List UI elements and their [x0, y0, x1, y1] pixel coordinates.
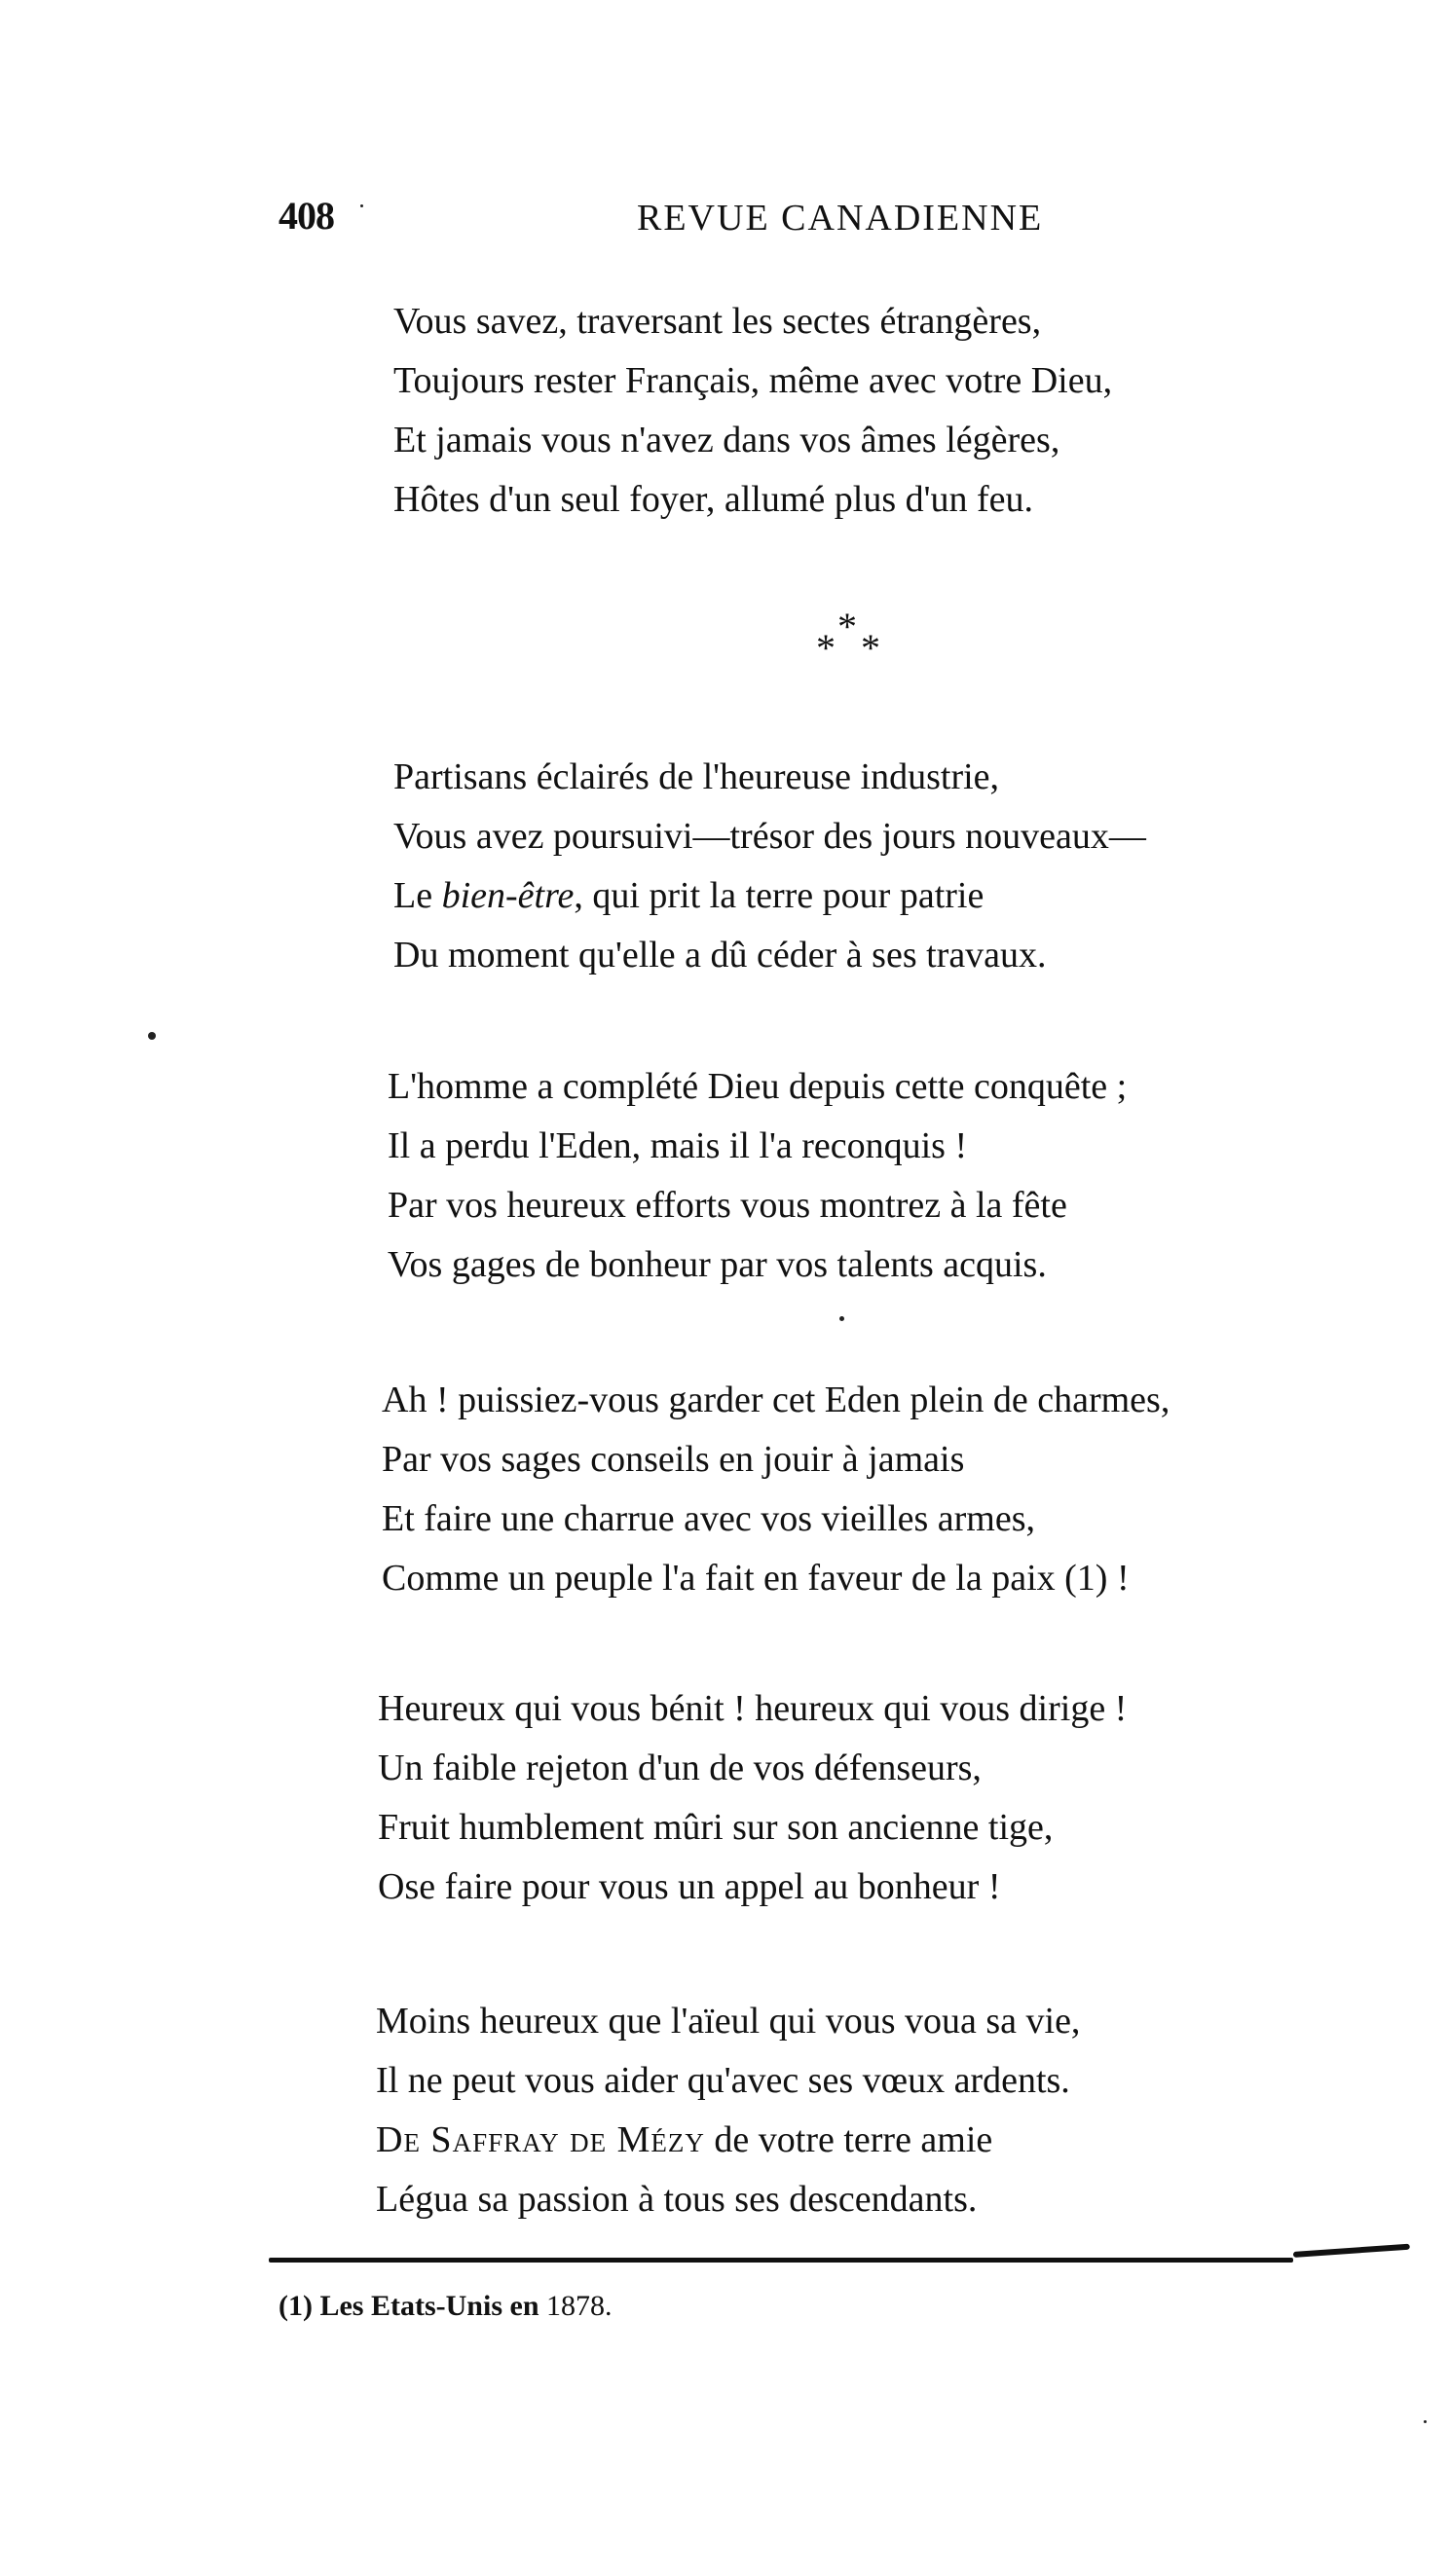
verse-line: Hôtes d'un seul foyer, allumé plus d'un feu. [393, 479, 1033, 520]
verse-line: Heureux qui vous bénit ! heureux qui vous dirige ! [378, 1688, 1128, 1729]
stanza-5 [378, 1679, 1127, 1917]
verse-line: Et jamais vous n'avez dans vos âmes légères, [393, 420, 1060, 460]
verse-line: Par vos sages conseils en jouir à jamais [382, 1439, 965, 1480]
verse-line: Du moment qu'elle a dû céder à ses travaux. [393, 935, 1047, 975]
asterisk: * [816, 626, 836, 670]
verse-line: L'homme a complété Dieu depuis cette conquête ; [388, 1066, 1128, 1107]
verse-line: Il a perdu l'Eden, mais il l'a reconquis ! [388, 1125, 968, 1166]
verse-fragment: , qui prit la terre pour patrie [574, 875, 985, 916]
footnote-marker: (1) [279, 2290, 313, 2322]
verse-line [376, 2111, 1080, 2170]
footnote [279, 2290, 613, 2323]
verse-fragment: Le [393, 875, 442, 916]
footnote-text: Les Etats-Unis en [319, 2290, 539, 2322]
asterisk: * [837, 605, 857, 648]
verse-line: Et faire une charrue avec vos vieilles armes, [382, 1498, 1036, 1539]
verse-line: Légua sa passion à tous ses descendants. [376, 2179, 978, 2220]
verse-line: Fruit humblement mûri sur son ancienne tige, [378, 1807, 1054, 1848]
footnote-year: 1878. [546, 2290, 613, 2322]
stanza-4 [382, 1371, 1170, 1608]
verse-line [393, 866, 1146, 926]
verse-line: Vous savez, traversant les sectes étrangères, [393, 301, 1042, 342]
page-number: 408 [279, 194, 334, 238]
verse-line: Vous avez poursuivi—trésor des jours nouveaux— [393, 816, 1146, 857]
verse-fragment: de votre terre amie [704, 2119, 993, 2160]
stanza-2 [393, 748, 1146, 985]
verse-line: Ose faire pour vous un appel au bonheur ! [378, 1866, 1001, 1907]
ink-speck [360, 204, 363, 207]
verse-line: Toujours rester Français, même avec votre Dieu, [393, 360, 1113, 401]
ink-speck [839, 1316, 844, 1321]
ink-speck [148, 1032, 156, 1040]
stanza-6 [376, 1992, 1080, 2229]
section-asterism [808, 604, 896, 670]
ink-speck [1424, 2420, 1427, 2423]
asterisk: * [861, 626, 880, 670]
verse-line: Vos gages de bonheur par vos talents acquis. [388, 1244, 1047, 1285]
running-head: REVUE CANADIENNE [637, 198, 1044, 239]
italic-phrase: bien-être [441, 875, 575, 916]
verse-line: Ah ! puissiez-vous garder cet Eden plein de charmes, [382, 1380, 1170, 1420]
verse-line: Comme un peuple l'a fait en faveur de la paix (1) ! [382, 1558, 1130, 1599]
verse-line: Moins heureux que l'aïeul qui vous voua sa vie, [376, 2001, 1081, 2042]
verse-line: Il ne peut vous aider qu'avec ses vœux ardents. [376, 2060, 1070, 2101]
verse-line: Partisans éclairés de l'heureuse industrie, [393, 756, 1000, 797]
author-name: De Saffray de Mézy [376, 2119, 705, 2160]
verse-line: Un faible rejeton d'un de vos défenseurs, [378, 1748, 982, 1788]
footnote-rule [269, 2258, 1293, 2263]
stanza-3 [388, 1057, 1127, 1295]
stanza-1 [393, 292, 1112, 530]
footnote-rule-flourish [1293, 2244, 1410, 2258]
verse-line: Par vos heureux efforts vous montrez à la fête [388, 1185, 1067, 1226]
page-header [279, 193, 1087, 251]
